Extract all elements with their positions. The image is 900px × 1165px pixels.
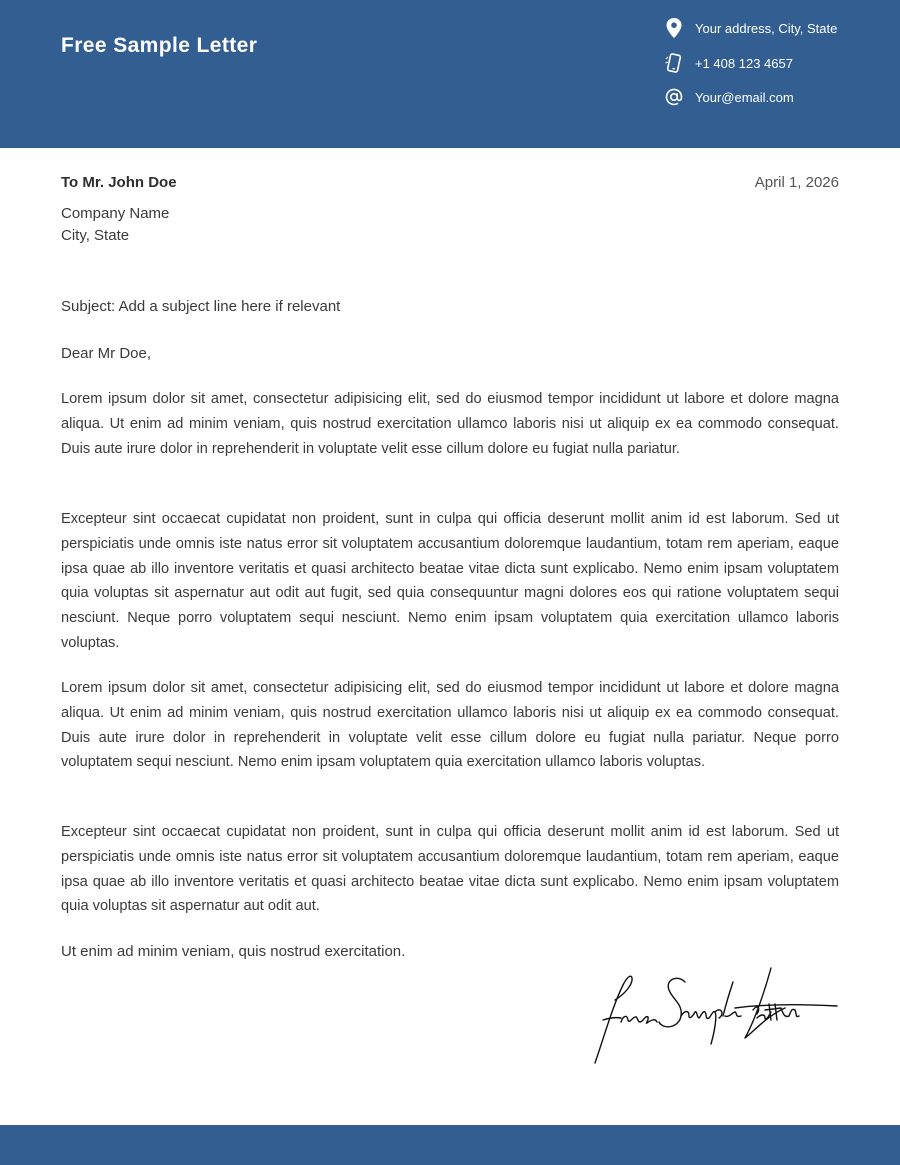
- contact-email-text: Your@email.com: [695, 89, 794, 105]
- recipient-company: Company Name: [61, 205, 170, 222]
- footer-band: [0, 1125, 900, 1165]
- at-sign-icon: [664, 87, 684, 107]
- recipient-city: City, State: [61, 227, 130, 244]
- body-paragraph: Excepteur sint occaecat cupidatat non proident, sunt in culpa qui officia deserunt mollit anim id est laborum. Sed ut perspiciatis unde omnis iste natus error sit voluptatem accusantium doloremque laudantium, totam rem aperiam, eaque ipsa quae ab illo inventore veritatis et quasi architecto beatae vitae dicta sunt explicabo. Nemo enim ipsam voluptatem quia voluptas sit aspernatur aut odit aut.: [61, 824, 839, 915]
- phone-icon: [664, 53, 684, 73]
- contact-address-text: Your address, City, State: [695, 20, 838, 36]
- contact-email: [664, 86, 794, 108]
- contact-phone-text: +1 408 123 4657: [695, 55, 793, 71]
- map-pin-icon: [664, 18, 684, 38]
- contact-address: [664, 17, 837, 39]
- signature: [585, 960, 845, 1070]
- recipient-name: To Mr. John Doe: [61, 174, 177, 191]
- letter-date: April 1, 2026: [754, 174, 839, 191]
- closing-line: Ut enim ad minim veniam, quis nostrud exercitation.: [61, 943, 406, 960]
- contact-phone: [664, 52, 793, 74]
- body-paragraph: Lorem ipsum dolor sit amet, consectetur adipisicing elit, sed do eiusmod tempor incididunt ut labore et dolore magna aliqua. Ut enim ad minim veniam, quis nostrud exercitation ullamco laboris nisi ut aliquip ex ea commodo consequat. Duis aute irure dolor in reprehenderit in voluptate velit esse cillum dolore eu fugiat nulla pariatur. Neque porro voluptatem sequi nesciunt. Nemo enim ipsam voluptatem quia exercitation ullamco laboris voluptas.: [61, 680, 839, 771]
- letter-title: Free Sample Letter: [61, 34, 258, 57]
- body-paragraph: Lorem ipsum dolor sit amet, consectetur adipisicing elit, sed do eiusmod tempor incididunt ut labore et dolore magna aliqua. Ut enim ad minim veniam, quis nostrud exercitation ullamco laboris nisi ut aliquip ex ea commodo consequat. Duis aute irure dolor in reprehenderit in voluptate velit esse cillum dolore eu fugiat nulla pariatur.: [61, 391, 839, 457]
- subject-line: Subject: Add a subject line here if relevant: [61, 298, 341, 315]
- body-paragraph: Excepteur sint occaecat cupidatat non proident, sunt in culpa qui officia deserunt mollit anim id est laborum. Sed ut perspiciatis unde omnis iste natus error sit voluptatem accusantium doloremque laudantium, totam rem aperiam, eaque ipsa quae ab illo inventore veritatis et quasi architecto beatae vitae dicta sunt explicabo. Nemo enim ipsam voluptatem quia voluptas sit aspernatur aut odit aut fugit, sed quia consequuntur magni dolores eos qui ratione voluptatem sequi nesciunt. Neque porro voluptatem sequi nesciunt. Nemo enim ipsam voluptatem quia exercitation ullamco laboris voluptas.: [61, 511, 839, 651]
- salutation: Dear Mr Doe,: [61, 345, 152, 362]
